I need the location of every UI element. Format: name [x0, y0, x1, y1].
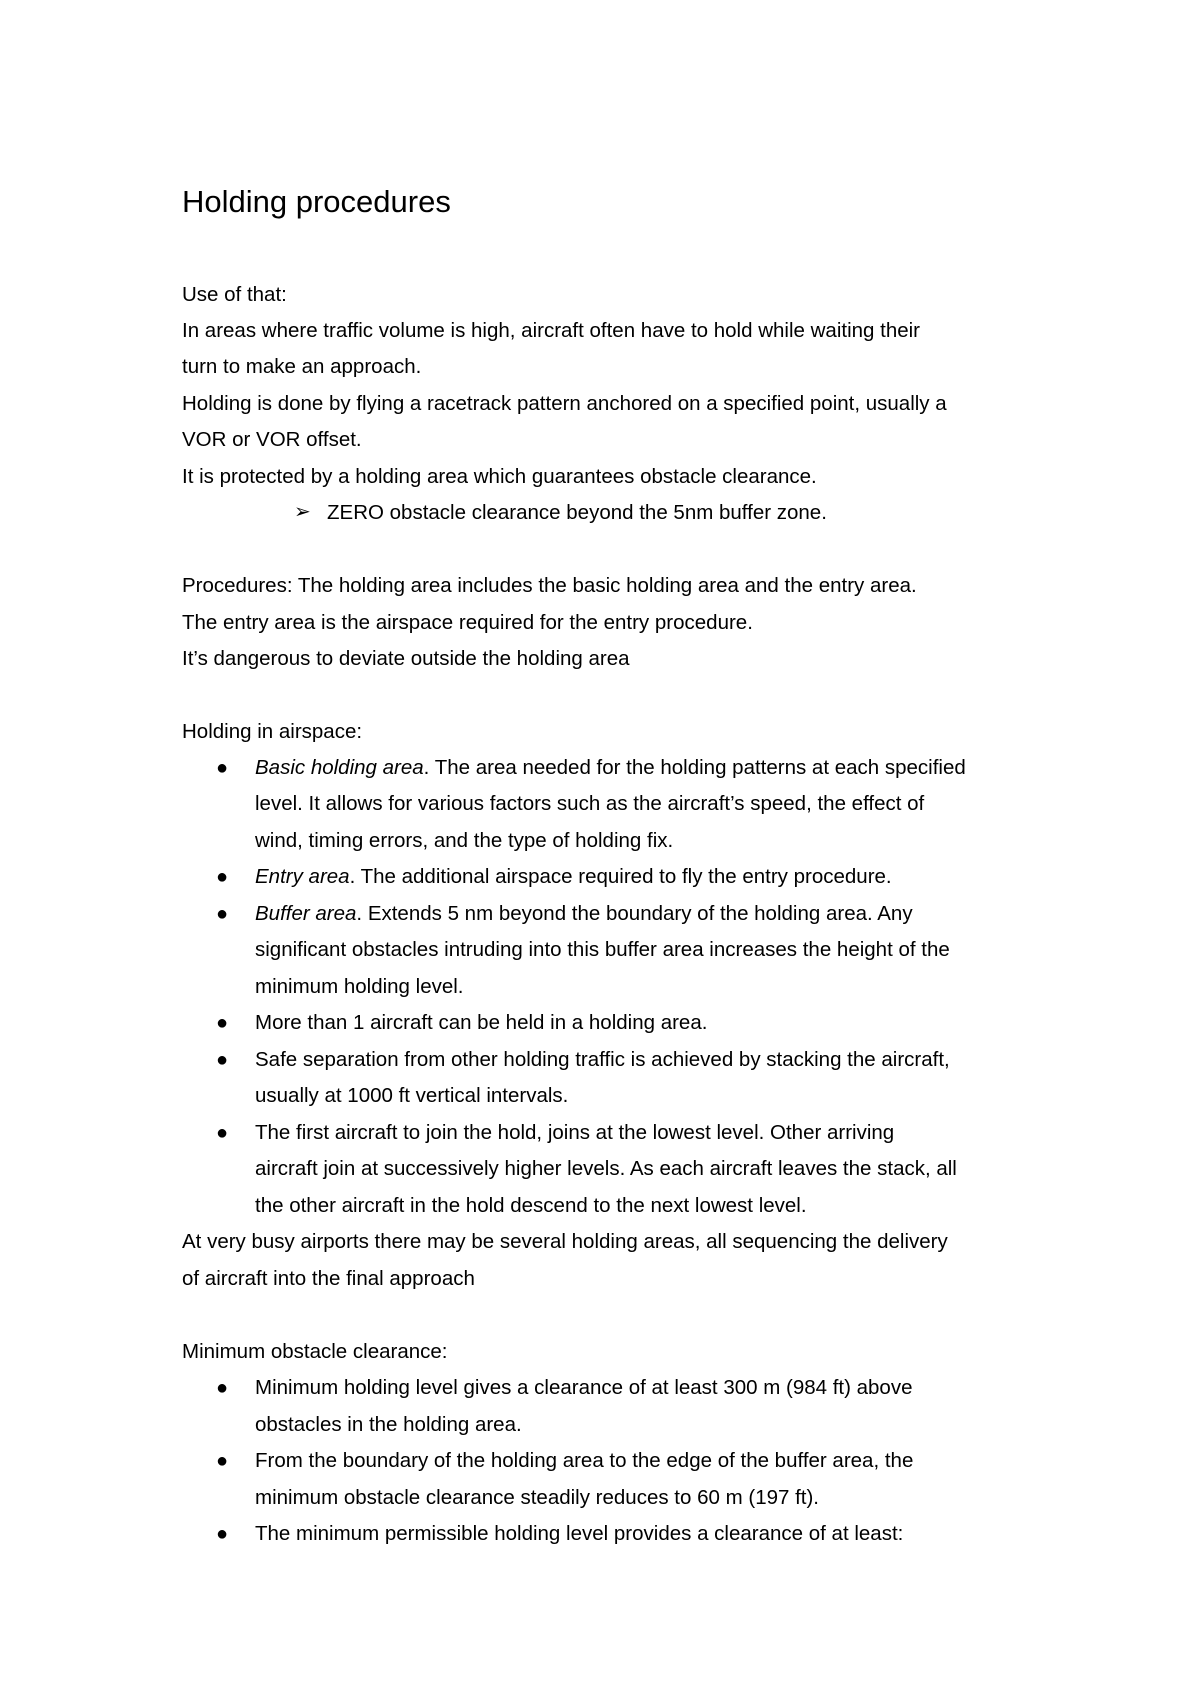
use-line-1: In areas where traffic volume is high, aircraft often have to hold while waiting their — [182, 319, 920, 342]
clearance-bullet-2-line-1: From the boundary of the holding area to the edge of the buffer area, the — [255, 1449, 914, 1472]
airspace-bullet-2-text: . The additional airspace required to fly the entry procedure. — [349, 865, 892, 888]
bullet-icon: ● — [216, 1122, 229, 1144]
bullet-icon: ● — [216, 1012, 229, 1034]
use-heading: Use of that: — [182, 283, 287, 306]
use-line-2: turn to make an approach. — [182, 355, 422, 378]
airspace-bullet-1-line-1 — [255, 754, 966, 782]
bullet-icon: ● — [216, 1377, 229, 1399]
procedures-line-1: Procedures: The holding area includes the basic holding area and the entry area. — [182, 574, 917, 597]
procedures-line-3: It’s dangerous to deviate outside the holding area — [182, 647, 630, 670]
airspace-bullet-3-text: . Extends 5 nm beyond the boundary of the holding area. Any — [356, 902, 913, 925]
airspace-bullet-4-line-1: More than 1 aircraft can be held in a holding area. — [255, 1011, 708, 1034]
term-basic-holding-area: Basic holding area — [255, 756, 424, 779]
airspace-after-line-1: At very busy airports there may be several holding areas, all sequencing the delivery — [182, 1230, 948, 1253]
airspace-bullet-3-line-3: minimum holding level. — [255, 975, 464, 998]
airspace-bullet-6-line-2: aircraft join at successively higher levels. As each aircraft leaves the stack, all — [255, 1157, 957, 1180]
clearance-bullet-2-line-2: minimum obstacle clearance steadily reduces to 60 m (197 ft). — [255, 1486, 820, 1509]
procedures-line-2: The entry area is the airspace required for the entry procedure. — [182, 611, 753, 634]
term-buffer-area: Buffer area — [255, 902, 357, 925]
clearance-heading: Minimum obstacle clearance: — [182, 1340, 448, 1363]
bullet-icon: ● — [216, 866, 229, 888]
bullet-icon: ● — [216, 1049, 229, 1071]
clearance-bullet-1-line-2: obstacles in the holding area. — [255, 1413, 522, 1436]
bullet-icon: ● — [216, 1450, 229, 1472]
bullet-icon: ● — [216, 757, 229, 779]
clearance-bullet-3-line-1: The minimum permissible holding level provides a clearance of at least: — [255, 1522, 904, 1545]
clearance-bullet-1-line-1: Minimum holding level gives a clearance of at least 300 m (984 ft) above — [255, 1376, 913, 1399]
airspace-bullet-1-text: . The area needed for the holding patterns at each specified — [423, 756, 966, 779]
airspace-bullet-3-line-1 — [255, 900, 913, 928]
airspace-bullet-5-line-2: usually at 1000 ft vertical intervals. — [255, 1084, 569, 1107]
arrow-bullet-icon: ➢ — [294, 501, 311, 523]
use-line-5: It is protected by a holding area which guarantees obstacle clearance. — [182, 465, 817, 488]
page-title: Holding procedures — [182, 184, 451, 219]
airspace-bullet-1-line-2: level. It allows for various factors such as the aircraft’s speed, the effect of — [255, 792, 925, 815]
airspace-bullet-3-line-2: significant obstacles intruding into this buffer area increases the height of the — [255, 938, 950, 961]
arrow-item-text: ZERO obstacle clearance beyond the 5nm buffer zone. — [327, 501, 827, 524]
term-entry-area: Entry area — [255, 865, 350, 888]
airspace-bullet-6-line-1: The first aircraft to join the hold, joins at the lowest level. Other arriving — [255, 1121, 895, 1144]
airspace-heading: Holding in airspace: — [182, 720, 363, 743]
use-line-3: Holding is done by flying a racetrack pattern anchored on a specified point, usually a — [182, 392, 947, 415]
bullet-icon: ● — [216, 903, 229, 925]
airspace-bullet-2-line-1 — [255, 863, 892, 891]
bullet-icon: ● — [216, 1523, 229, 1545]
airspace-bullet-5-line-1: Safe separation from other holding traffic is achieved by stacking the aircraft, — [255, 1048, 950, 1071]
airspace-after-line-2: of aircraft into the final approach — [182, 1267, 475, 1290]
airspace-bullet-6-line-3: the other aircraft in the hold descend to the next lowest level. — [255, 1194, 807, 1217]
use-line-4: VOR or VOR offset. — [182, 428, 362, 451]
airspace-bullet-1-line-3: wind, timing errors, and the type of holding fix. — [255, 829, 674, 852]
